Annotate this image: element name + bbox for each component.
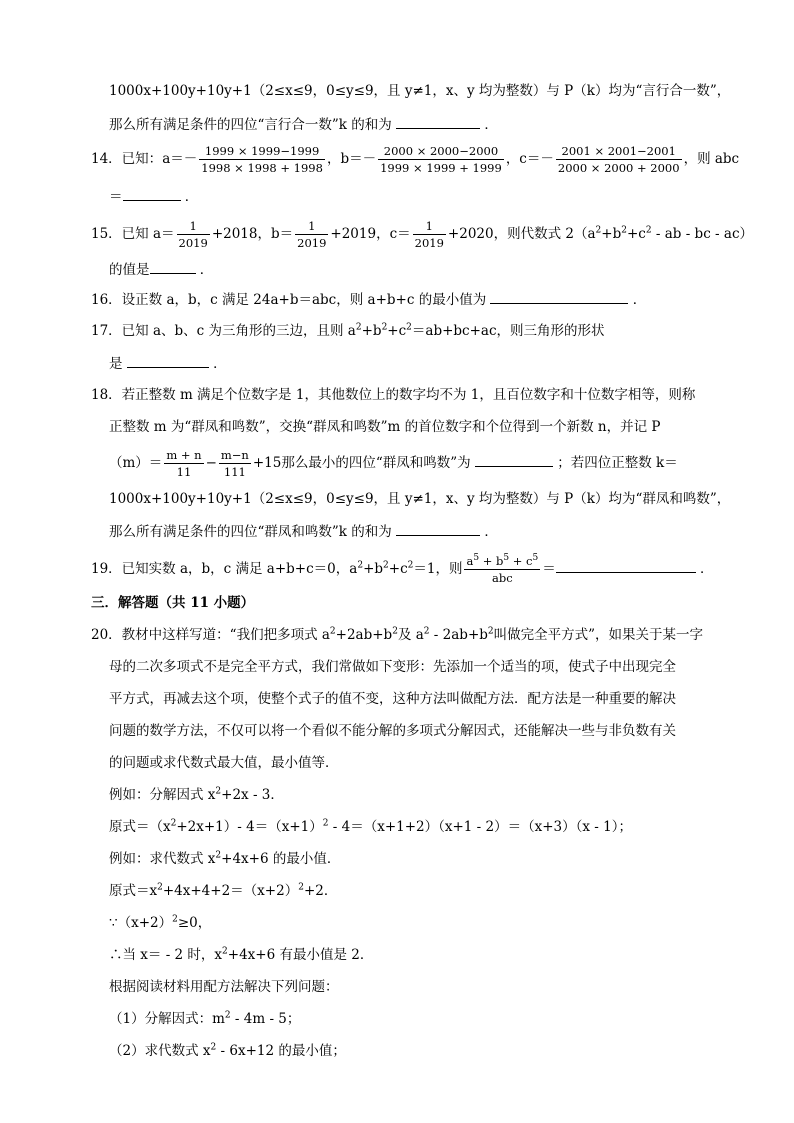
question-16: 16．设正数 a，b，c 满足 24a+b＝abc，则 a+b+c 的最小值为 ． <box>91 289 646 310</box>
question-18-line-5: 那么所有满足条件的四位“群凤和鸣数”k 的和为 ． <box>109 521 498 542</box>
answer-blank[interactable] <box>490 289 628 304</box>
section-heading: 三．解答题（共 11 小题） <box>91 595 255 611</box>
answer-blank[interactable] <box>396 114 480 129</box>
answer-blank[interactable] <box>127 353 209 368</box>
question-20-line-3: 平方式，再减去这个项，使整个式子的值不变，这种方法叫做配方法．配方法是一种重要的解决 <box>109 691 676 707</box>
question-17-line-2: 是 ． <box>109 353 227 374</box>
question-18-line-3: （m）＝ $\frac{m + n}{11}$ − $\frac{m-n}{111}$ +15那么最小的四位“群凤和鸣数”为 ；若四位正整数 k＝ <box>109 448 678 479</box>
answer-blank[interactable] <box>475 452 553 467</box>
therefore-line: ∴当 x＝ - 2 时，$x^2+4x+6$ 有最小值是 2． <box>109 946 374 963</box>
q13-line-1: 1000x+100y+10y+1（2≤x≤9，0≤y≤9，且 y≠1，x、y 均为整数）与 P（k）均为“言行合一数”， <box>109 83 731 99</box>
question-14: 14．已知：a＝－ $\frac{1999 \times 1999-1999}{1998 \times 1998 + 1998}$ ，b＝－ $\frac{2000 \times 2000-2000}{1999 \times 1999 + 1999}$ ，c＝－ $\frac{2001 \times 2001-2001}{2000 \times 2000 + 2000}$ ，则 abc <box>91 144 740 175</box>
answer-blank[interactable] <box>396 521 480 536</box>
fraction-m-plus-n: $\frac{m + n}{11}$ <box>166 448 202 479</box>
fraction-power-sum: $\frac{a^5 + b^5 + c^5}{\text{abc}}$ <box>466 553 539 585</box>
question-18-line-1: 18．若正整数 m 满足个位数字是 1，其他数位上的数字均不为 1，且百位数字和十位数字相等，则称 <box>91 387 696 403</box>
answer-blank[interactable] <box>150 259 196 274</box>
fraction-b: $\frac{2000 \times 2000-2000}{1999 \times 1999 + 1999}$ <box>380 144 502 175</box>
example-2-title: 例如：求代数式 $x^2+4x+6$ 的最小值． <box>109 850 341 867</box>
question-19: 19．已知实数 a，b，c 满足 a+b+c＝0，$a^2+b^2+c^2=1$，则 $\frac{a^5 + b^5 + c^5}{\text{abc}}$ ＝ ． <box>91 553 714 585</box>
question-14-line-2: ＝ ． <box>109 186 198 207</box>
fraction-1-2019: $\frac{1}{2019}$ <box>178 219 208 250</box>
instruction-line: 根据阅读材料用配方法解决下列问题： <box>109 979 339 995</box>
question-17: 17．已知 a、b、c 为三角形的三边，且则 $a^2+b^2+c^2=ab+bc+ac$，则三角形的形状 <box>91 322 605 339</box>
fraction-1-2019: $\frac{1}{2019}$ <box>414 219 444 250</box>
question-18-line-2: 正整数 m 为“群凤和鸣数”，交换“群凤和鸣数”m 的首位数字和个位得到一个新数 n，并记 P <box>109 419 661 435</box>
fraction-a: $\frac{1999 \times 1999-1999}{1998 \times 1998 + 1998}$ <box>201 144 323 175</box>
question-18-line-4: 1000x+100y+10y+1（2≤x≤9，0≤y≤9，且 y≠1，x、y 均为整数）与 P（k）均为“群凤和鸣数”， <box>109 491 731 507</box>
answer-blank[interactable] <box>556 558 696 573</box>
question-20-line-2: 母的二次多项式不是完全平方式，我们常做如下变形：先添加一个适当的项，使式子中出现完全 <box>109 659 676 675</box>
question-20-line-4: 问题的数学方法，不仅可以将一个看似不能分解的多项式分解因式，还能解决一些与非负数有关 <box>109 723 676 739</box>
question-20-line-5: 的问题或求代数式最大值，最小值等． <box>109 755 339 771</box>
fraction-m-minus-n: $\frac{m-n}{111}$ <box>220 448 249 479</box>
answer-blank[interactable] <box>123 186 181 201</box>
fraction-c: $\frac{2001 \times 2001-2001}{2000 \times 2000 + 2000}$ <box>557 144 680 175</box>
question-15: 15．已知 a＝ $\frac{1}{2019}$ +2018，b＝ $\frac{1}{2019}$ +2019，c＝ $\frac{1}{2019}$ +2020，则代数式 $2(a^2+b^2+c^2$ - ab - bc - ac） <box>91 219 754 250</box>
question-15-line-2: 的值是 ． <box>109 259 213 280</box>
question-20-line-1: 20．教材中这样写道：“我们把多项式 $a^2+2ab+b^2$及 $a^2 - 2ab+b^2$叫做完全平方式”，如果关于某一字 <box>91 626 704 643</box>
part-1: （1）分解因式：$m^2 - 4m - 5$； <box>109 1010 301 1027</box>
fraction-1-2019: $\frac{1}{2019}$ <box>297 219 327 250</box>
example-2-solution: 原式$=x^2+4x+4+2=(x+2)^2+2$． <box>109 882 338 899</box>
q13-line-2: 那么所有满足条件的四位“言行合一数”k 的和为 ． <box>109 114 498 135</box>
part-2: （2）求代数式 $x^2 - 6x+12$ 的最小值； <box>109 1042 346 1059</box>
example-1-solution: 原式$=(x^2+2x+1)-$ $4=(x+1)^2 - 4=(x+1+2)(x+1 - 2)=(x+3)(x - 1)$； <box>109 818 632 835</box>
example-1-title: 例如：分解因式 $x^2+2x - 3$． <box>109 786 284 803</box>
because-line: $\because(x+2)^2\ge 0$， <box>109 914 212 931</box>
